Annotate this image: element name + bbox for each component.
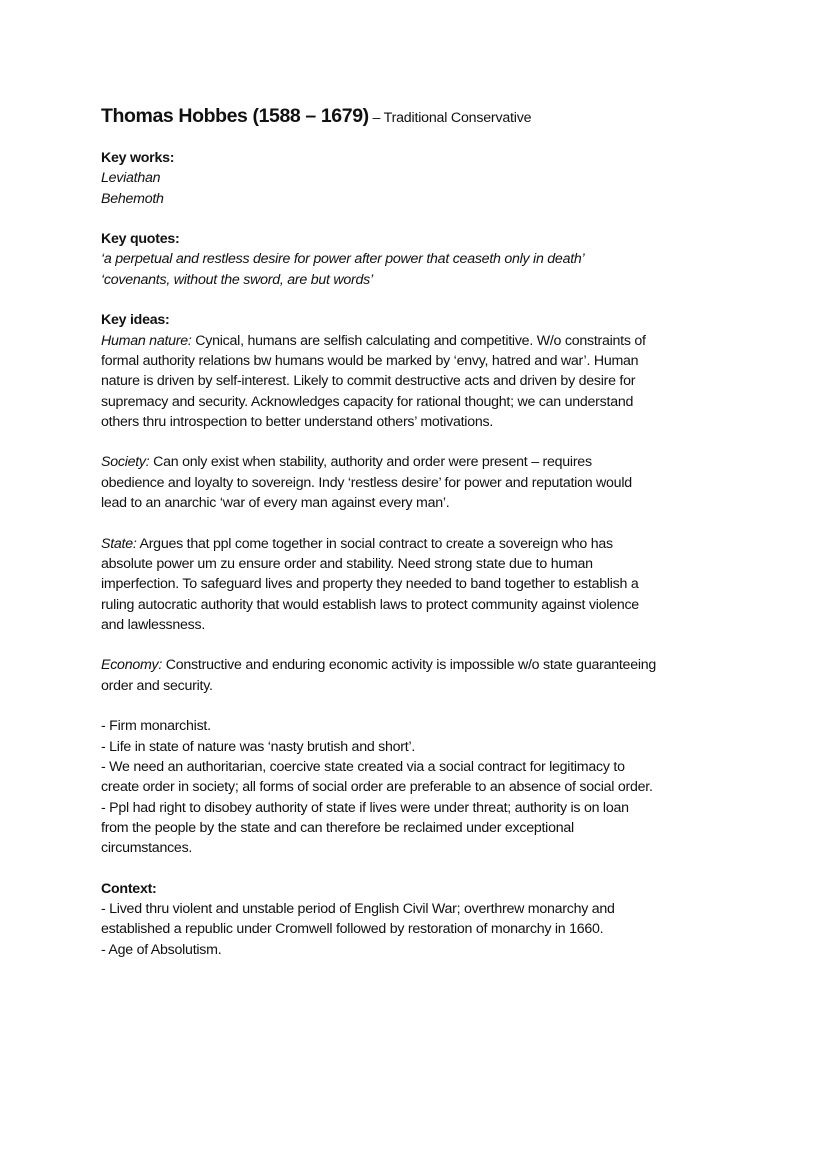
key-ideas-section	[101, 310, 741, 858]
spacer	[101, 858, 741, 878]
economy-paragraph	[101, 655, 741, 696]
title-name: Thomas Hobbes (1588 – 1679)	[101, 105, 369, 127]
key-quote-item: ‘covenants, without the sword, are but words’	[101, 271, 373, 288]
key-works-heading: Key works:	[101, 150, 175, 166]
paragraph-line: Constructive and enduring economic activity is impossible w/o state guaranteeing	[162, 657, 657, 674]
paragraph-line: and lawlessness.	[101, 616, 206, 633]
paragraph-line: nature is driven by self-interest. Likely to commit destructive acts and driven by desire for	[101, 373, 636, 390]
context-heading: Context:	[101, 880, 157, 897]
bullet-line: - Life in state of nature was ‘nasty brutish and short’.	[101, 738, 416, 755]
bullet-line: - We need an authoritarian, coercive state created via a social contract for legitimacy to	[101, 758, 625, 775]
key-works-section	[101, 148, 741, 209]
context-line: - Lived thru violent and unstable period of English Civil War; overthrew monarchy and	[101, 900, 615, 917]
key-work-item: Behemoth	[101, 190, 164, 207]
bullet-line: - Ppl had right to disobey authority of state if lives were under threat; authority is on loan	[101, 799, 629, 816]
bullet-line: from the people by the state and can therefore be reclaimed under exceptional	[101, 819, 574, 836]
paragraph-line: imperfection. To safeguard lives and property they needed to band together to establish a	[101, 576, 639, 593]
paragraph-line: lead to an anarchic ‘war of every man against every man’.	[101, 495, 450, 512]
human-nature-label: Human nature:	[101, 332, 192, 349]
paragraph-line: obedience and loyalty to sovereign. Indy ‘restless desire’ for power and reputation would	[101, 474, 632, 491]
paragraph-line: Argues that ppl come together in social contract to create a sovereign who has	[136, 535, 613, 552]
bullet-line: create order in society; all forms of social order are preferable to an absence of social order.	[101, 779, 653, 796]
society-paragraph	[101, 452, 741, 513]
key-ideas-bullet-list	[101, 716, 741, 858]
bullet-line: - Firm monarchist.	[101, 718, 211, 735]
society-label: Society:	[101, 454, 150, 471]
paragraph-line: ruling autocratic authority that would establish laws to protect community against violence	[101, 596, 639, 613]
document-title	[101, 103, 741, 129]
economy-label: Economy:	[101, 657, 163, 674]
paragraph-line: order and security.	[101, 677, 213, 694]
spacer	[101, 635, 741, 655]
paragraph-line: formal authority relations bw humans would be marked by ‘envy, hatred and war’. Human	[101, 352, 639, 369]
spacer	[101, 432, 741, 452]
spacer	[101, 209, 741, 229]
key-quotes-section	[101, 229, 741, 290]
paragraph-line: Can only exist when stability, authority and order were present – requires	[149, 454, 592, 471]
title-subtitle: – Traditional Conservative	[368, 110, 532, 126]
paragraph-line: Cynical, humans are selfish calculating and competitive. W/o constraints of	[191, 332, 646, 349]
spacer	[101, 696, 741, 716]
context-line: - Age of Absolutism.	[101, 941, 222, 958]
document-page	[101, 103, 741, 960]
key-quote-item: ‘a perpetual and restless desire for power after power that ceaseth only in death’	[101, 251, 585, 268]
context-line: established a republic under Cromwell followed by restoration of monarchy in 1660.	[101, 921, 604, 938]
paragraph-line: others thru introspection to better understand others’ motivations.	[101, 413, 494, 430]
paragraph-line: absolute power um zu ensure order and stability. Need strong state due to human	[101, 555, 593, 572]
key-quotes-heading: Key quotes:	[101, 231, 180, 248]
spacer	[101, 290, 741, 310]
context-section	[101, 879, 741, 960]
state-paragraph	[101, 534, 741, 635]
bullet-line: circumstances.	[101, 840, 193, 857]
key-work-item: Leviathan	[101, 170, 161, 187]
human-nature-paragraph	[101, 331, 741, 432]
spacer	[101, 513, 741, 533]
state-label: State:	[101, 535, 137, 552]
paragraph-line: supremacy and security. Acknowledges capacity for rational thought; we can understand	[101, 393, 634, 410]
key-ideas-heading: Key ideas:	[101, 312, 170, 329]
